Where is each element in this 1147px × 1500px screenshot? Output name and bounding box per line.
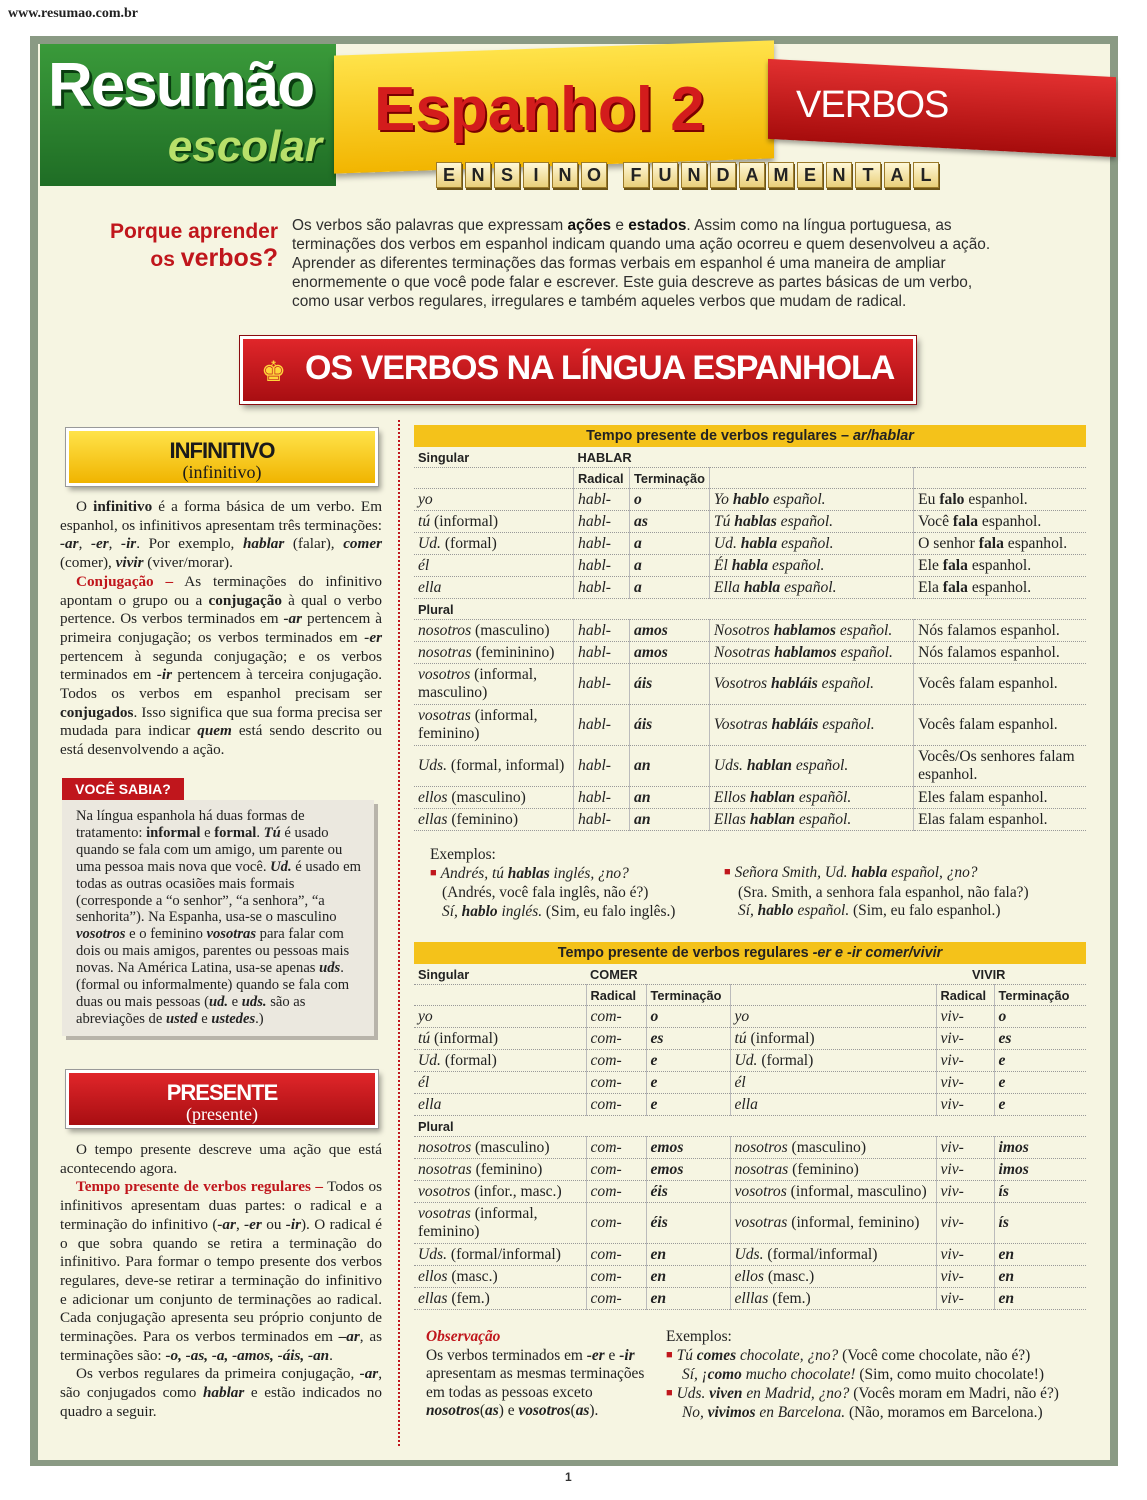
example-ar-1-translation: (Andrés, você fala inglês, não é?) — [442, 884, 649, 901]
level-tile: N — [681, 162, 707, 188]
examples-ar-right — [724, 864, 1084, 921]
table-subheader: Plural — [414, 1116, 1086, 1137]
level-tile: O — [581, 162, 607, 188]
table-row: ellos (masc.) com- en ellos (masc.) viv- en — [414, 1266, 1086, 1288]
table-title-row — [414, 425, 1086, 447]
page-title: Espanhol 2 — [374, 75, 705, 144]
table-row: nosotras (femininino) habl- amos Nosotras hablamos español. Nós falamos espanhol. — [414, 642, 1086, 664]
example-ar-2: ■ Señora Smith, Ud. habla español, ¿no? — [724, 864, 978, 881]
observacao-title: Observação — [426, 1328, 501, 1345]
table-column-header: Radical Terminação — [414, 468, 1086, 489]
example-ar-2-translation: (Sra. Smith, a senhora fala espanhol, não fala?) — [738, 883, 1029, 901]
observacao-text: Os verbos terminados em -er e -ir apresentam as mesmas terminações em todas as pessoas exceto nosotros(as) e vosotros(as). — [426, 1346, 645, 1419]
level-tile: E — [436, 162, 462, 188]
examples-ar-label: Exemplos: — [430, 846, 496, 863]
voce-sabia-tag: VOCÊ SABIA? — [62, 778, 184, 800]
bullet-icon: ■ — [666, 1348, 673, 1361]
intro-question-line2: os verbos? — [150, 244, 278, 272]
level-tile: I — [523, 162, 549, 188]
voce-sabia-text: Na língua espanhola há duas formas de tratamento: informal e formal. Tú é usado quando se fala com um amigo, um parente ou uma pessoa mais nova que você. Ud. é usado em todas as outras ocasiões mais formais (corresponde a “o senhor”, “a senhora”, “a senhorita”). Na Espanha, usa-se o masculino vosotros e o feminino vosotras para falar com dois ou mais amigos, parentes ou pessoas mais novas. Na América Latina, usa-se apenas uds. (formal ou informalmente) quando se fala com duas ou mais pessoas (ud. e uds. são as abreviações de usted e ustedes.) — [76, 808, 361, 1027]
table-row: ella com- e ella viv- e — [414, 1094, 1086, 1116]
table-row: él com- e él viv- e — [414, 1072, 1086, 1094]
infinitivo-text — [60, 498, 382, 760]
example-ar-2-answer: Sí, hablo español. (Sim, eu falo espanhol.) — [738, 902, 1001, 919]
table-row: ella habl- a Ella habla español. Ela fala espanhol. — [414, 577, 1086, 599]
bullet-icon: ■ — [430, 866, 437, 879]
table-title: Tempo presente de verbos regulares -er e -ir comer/vivir — [414, 942, 1086, 964]
page-number: 1 — [565, 1470, 572, 1484]
presente-paragraph-2: Tempo presente de verbos regulares – Todos os infinitivos apresentam duas partes: o radical e a terminação do infinitivo (-ar, -er ou -ir). O radical é o que sobra quando se retira a terminação do infinitivo. Para formar o tempo presente dos verbos regulares, deve-se retirar a terminação do infinitivo e adicionar um conjunto de terminações ao radical. Cada conjugação apresenta seu próprio conjunto de terminações. Para os verbos terminados em –ar, as terminações são: -o, -as, -a, -amos, -áis, -an. — [60, 1178, 382, 1364]
level-tile: M — [768, 162, 794, 188]
level-tile: E — [797, 162, 823, 188]
site-url: www.resumao.com.br — [8, 6, 139, 21]
table-row: vosotras (informal, feminino) habl- áis Vosotras habláis español. Vocês falam espanhol. — [414, 705, 1086, 746]
bullet-icon: ■ — [724, 866, 731, 878]
level-tiles — [436, 162, 942, 188]
infinitivo-heading: INFINITIVO (infinitivo) — [66, 428, 378, 486]
table-subheader: Singular COMER VIVIR — [414, 964, 1086, 985]
intro-question-line1: Porque aprender — [109, 220, 278, 243]
example-er-1: ■ Tú comes chocolate, ¿no? (Você come chocolate, não é?) — [666, 1346, 1031, 1364]
level-tile — [610, 162, 620, 186]
infinitivo-paragraph-2: Conjugação – As terminações do infinitivo apontam o grupo ou a conjugação à qual o verbo pertence. Os verbos terminados em -ar pertencem à primeira conjugação; os verbos terminados em -er pertencem à segunda conjugação; e os verbos terminados em -ir pertencem à terceira conjugação. Todos os verbos em espanhol precisam ser conjugados. Isso significa que sua forma precisa ser mudada para indicar quem está sendo descrito ou está desenvolvendo a ação. — [60, 572, 382, 759]
level-tile: F — [623, 162, 649, 188]
table-hablar — [414, 425, 1086, 831]
table-row: tú (informal) com- es tú (informal) viv- es — [414, 1028, 1086, 1050]
level-tile: A — [739, 162, 765, 188]
section-title: OS VERBOS NA LÍNGUA ESPANHOLA — [305, 349, 895, 387]
level-tile: L — [913, 162, 939, 188]
table-column-header: Radical Terminação Radical Terminação — [414, 985, 1086, 1006]
examples-er-label: Exemplos: — [666, 1328, 732, 1345]
level-tile: T — [855, 162, 881, 188]
table-row: nosotras (feminino) com- emos nosotras (feminino) viv- imos — [414, 1159, 1086, 1181]
table-row: Ud. (formal) habl- a Ud. habla español. O senhor fala espanhol. — [414, 533, 1086, 555]
level-tile: N — [826, 162, 852, 188]
level-tile: N — [465, 162, 491, 188]
level-tile: U — [652, 162, 678, 188]
example-er-2: ■ Uds. viven en Madrid, ¿no? (Vocês moram em Madri, não é?) — [666, 1384, 1059, 1402]
table-row: vosotros (informal, masculino) habl- áis Vosotros habláis español. Vocês falam espanhol. — [414, 664, 1086, 705]
topic-title: VERBOS — [796, 84, 949, 126]
bullet-icon: ■ — [666, 1386, 673, 1399]
presente-paragraph-1: O tempo presente descreve uma ação que está acontecendo agora. — [60, 1141, 382, 1177]
table-row: ellos (masculino) habl- an Ellos hablan españõl. Eles falam espanhol. — [414, 787, 1086, 809]
table-row: Ud. (formal) com- e Ud. (formal) viv- e — [414, 1050, 1086, 1072]
example-ar-1-answer: Sí, hablo inglés. (Sim, eu falo inglês.) — [442, 902, 676, 920]
table-row: tú (informal) habl- as Tú hablas español. Você fala espanhol. — [414, 511, 1086, 533]
table-row: ellas (fem.) com- en elllas (fem.) viv- en — [414, 1288, 1086, 1310]
level-tile: A — [884, 162, 910, 188]
table-row: yo habl- o Yo hablo español. Eu falo espanhol. — [414, 489, 1086, 511]
brand-logo — [40, 44, 336, 186]
example-ar-1: ■ Andrés, tú hablas inglés, ¿no? — [430, 864, 629, 882]
section-banner — [240, 336, 916, 404]
presente-paragraph-3: Os verbos regulares da primeira conjugação, -ar, são conjugados como hablar e estão indicados no quadro a seguir. — [60, 1365, 382, 1420]
example-er-2-answer: No, vivimos en Barcelona. (Não, moramos em Barcelona.) — [682, 1404, 1043, 1421]
column-divider — [398, 420, 400, 1446]
table-row: ellas (feminino) habl- an Ellas hablan español. Elas falam espanhol. — [414, 809, 1086, 831]
brand-name: Resumão — [48, 51, 314, 120]
table-row: nosotros (masculino) com- emos nosotros (masculino) viv- imos — [414, 1137, 1086, 1159]
table-subheader: Singular HABLAR — [414, 447, 1086, 468]
example-er-1-answer: Sí, ¡como mucho chocolate! (Sim, como muito chocolate!) — [682, 1366, 1045, 1383]
level-tile: S — [494, 162, 520, 188]
table-row: yo com- o yo viv- o — [414, 1006, 1086, 1028]
intro-question — [58, 218, 278, 273]
table-comer-vivir — [414, 942, 1086, 1310]
table-row: vosotros (infor., masc.) com- éis vosotros (informal, masculino) viv- ís — [414, 1181, 1086, 1203]
crown-icon: ♚ — [261, 357, 287, 388]
intro-text: Os verbos são palavras que expressam ações e estados. Assim como na língua portuguesa, as terminações dos verbos em espanhol indicam quando uma ação ocorreu e quem desenvolveu a ação. Aprender as diferentes terminações das formas verbais em espanhol é uma maneira de ampliar enormemente o que você pode falar e escrever. Este guia descreve as partes básicas de um verbo, como usar verbos regulares, irregulares e também aqueles verbos que mudam de radical. — [292, 217, 991, 310]
table-subheader: Plural — [414, 599, 1086, 620]
table-row: vosotras (informal, feminino) com- éis vosotras (informal, feminino) viv- ís — [414, 1203, 1086, 1244]
level-tile: N — [552, 162, 578, 188]
infinitivo-paragraph-1: O infinitivo é a forma básica de um verbo. Em espanhol, os infinitivos apresentam três terminações: -ar, -er, -ir. Por exemplo, hablar (falar), comer (comer), vivir (viver/morar). — [60, 498, 383, 572]
table-row: Uds. (formal/informal) com- en Uds. (formal/informal) viv- en — [414, 1244, 1086, 1266]
examples-er — [666, 1328, 1086, 1423]
table-row: él habl- a Él habla español. Ele fala espanhol. — [414, 555, 1086, 577]
table-row: nosotros (masculino) habl- amos Nosotros hablamos español. Nós falamos espanhol. — [414, 620, 1086, 642]
brand-subname: escolar — [167, 122, 322, 171]
presente-heading: PRESENTE (presente) — [66, 1070, 378, 1128]
level-tile: D — [710, 162, 736, 188]
table-row: Uds. (formal, informal) habl- an Uds. hablan español. Vocês/Os senhores falam espanhol. — [414, 746, 1086, 787]
presente-text — [60, 1141, 382, 1422]
observacao-box — [426, 1328, 652, 1421]
examples-ar-left — [430, 846, 730, 921]
table-title: Tempo presente de verbos regulares – ar/hablar — [414, 425, 1086, 447]
table-title-row — [414, 942, 1086, 964]
